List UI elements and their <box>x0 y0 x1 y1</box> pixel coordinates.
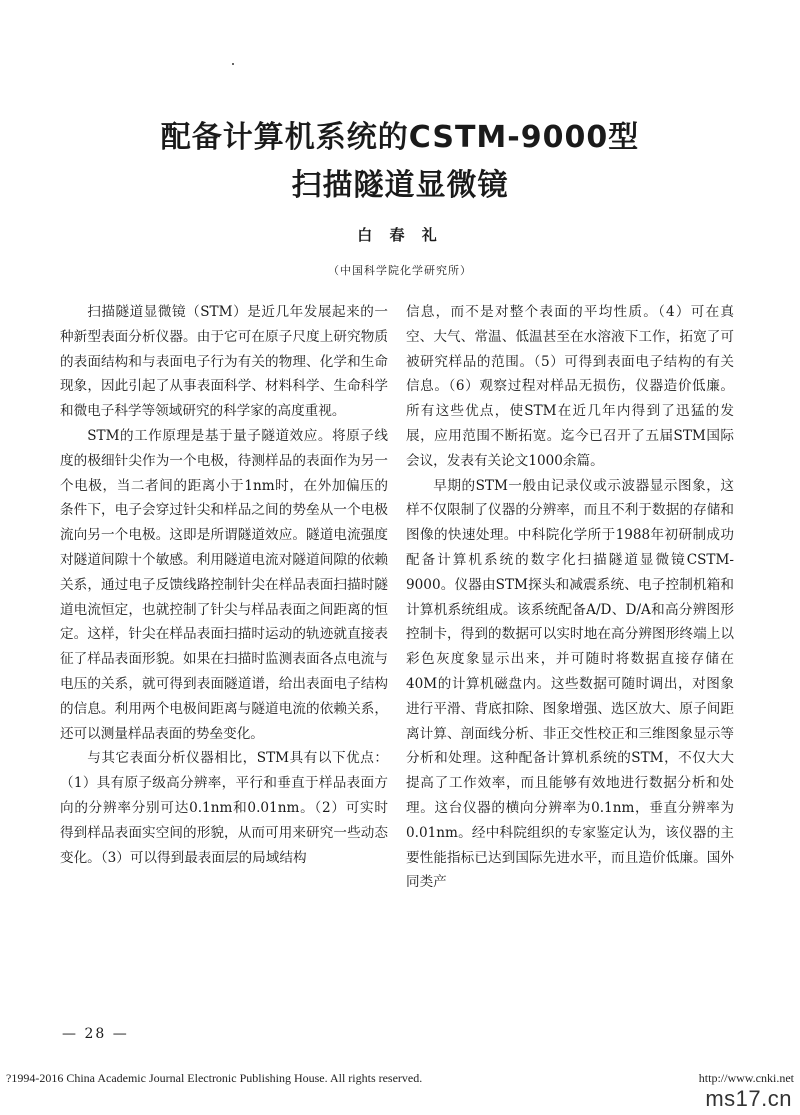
paragraph: 扫描隧道显微镜（STM）是近几年发展起来的一种新型表面分析仪器。由于它可在原子尺度上研究物质的表面结构和与表面电子行为有关的物理、化学和生命现象，因此引起了从事表面科学、材料科学、生命科学和微电子科学等领域研究的科学家的高度重视。 <box>60 304 388 420</box>
watermark: ms17.cn <box>705 1086 792 1111</box>
paragraph: STM的工作原理是基于量子隧道效应。将原子线度的极细针尖作为一个电极，待测样品的表面作为另一个电极，当二者间的距离小于1nm时，在外加偏压的条件下，电子会穿过针尖和样品之间的势垒从一个电极流向另一个电极。这即是所谓隧道效应。隧道电流强度对隧道间隙十个敏感。利用隧道电流对隧道间隙的依赖关系，通过电子反馈线路控制针尖在样品表面扫描时隧道电流恒定，也就控制了针尖与样品表面之间距离的恒定。这样，针尖在样品表面扫描时运动的轨迹就直接表征了样品表面形貌。如果在扫描时监测表面各点电流与电压的关系，就可得到表面隧道谱，给出表面电子结构的信息。利用两个电极间距离与隧道电流的依赖关系，还可以测量样品表面的势垒变化。 <box>60 427 388 742</box>
paragraph: 与其它表面分析仪器相比，STM具有以下优点：（1）具有原子级高分辨率，平行和垂直于样品表面方向的分辨率分别可达0.1nm和0.01nm。（2）可实时得到样品表面实空间的形貌，从而可用来研究一些动态变化。（3）可以得到最表面层的局域结构 <box>60 750 388 866</box>
title-line-1: 配备计算机系统的CSTM-9000型 <box>160 120 640 155</box>
paragraph: 早期的STM一般由记录仪或示波器显示图象，这样不仅限制了仪器的分辨率，而且不利于数据的存储和图像的快速处理。中科院化学所于1988年初研制成功配备计算机系统的数字化扫描隧道显微镜CSTM-9000。仪器由STM探头和减震系统、电子控制机箱和计算机系统组成。该系统配备A/D、D/A和高分辨图形控制卡，得到的数据可以实时地在高分辨图形终端上以彩色灰度象显示出来，并可随时将数据直接存储在40M的计算机磁盘内。这些数据可随时调出，对图象进行平滑、背底扣除、图象增强、选区放大、原子间距离计算、剖面线分析、非正交性校正和三维图象显示等分析和处理。这种配备计算机系统的STM，不仅大大提高了工作效率，而且能够有效地进行数据分析和处理。这台仪器的横向分辨率为0.1nm，垂直分辨率为0.01nm。经中科院组织的专家鉴定认为，该仪器的主要性能指标已达到国际先进水平，而且造价低廉。国外同类产 <box>406 477 734 891</box>
scan-speck <box>232 63 234 65</box>
left-column <box>60 300 388 870</box>
author: 白 春 礼 <box>357 226 443 244</box>
affiliation: （中国科学院化学研究所） <box>328 264 472 277</box>
right-column <box>406 300 734 895</box>
copyright-text: ?1994-2016 China Academic Journal Electronic Publishing House. All rights reserved. <box>6 1071 423 1085</box>
footer-link[interactable]: http://www.cnki.net <box>698 1071 794 1085</box>
footer <box>6 1071 794 1086</box>
title-line-2: 扫描隧道显微镜 <box>291 168 509 203</box>
paragraph: 信息，而不是对整个表面的平均性质。（4）可在真空、大气、常温、低温甚至在水溶液下工作，拓宽了可被研究样品的范围。（5）可得到表面电子结构的有关信息。（6）观察过程对样品无损伤，仪器造价低廉。所有这些优点，使STM在近几年内得到了迅猛的发展，应用范围不断拓宽。迄今已召开了五届STM国际会议，发表有关论文1000余篇。 <box>406 304 734 469</box>
page-number: — 28 — <box>62 1026 129 1042</box>
